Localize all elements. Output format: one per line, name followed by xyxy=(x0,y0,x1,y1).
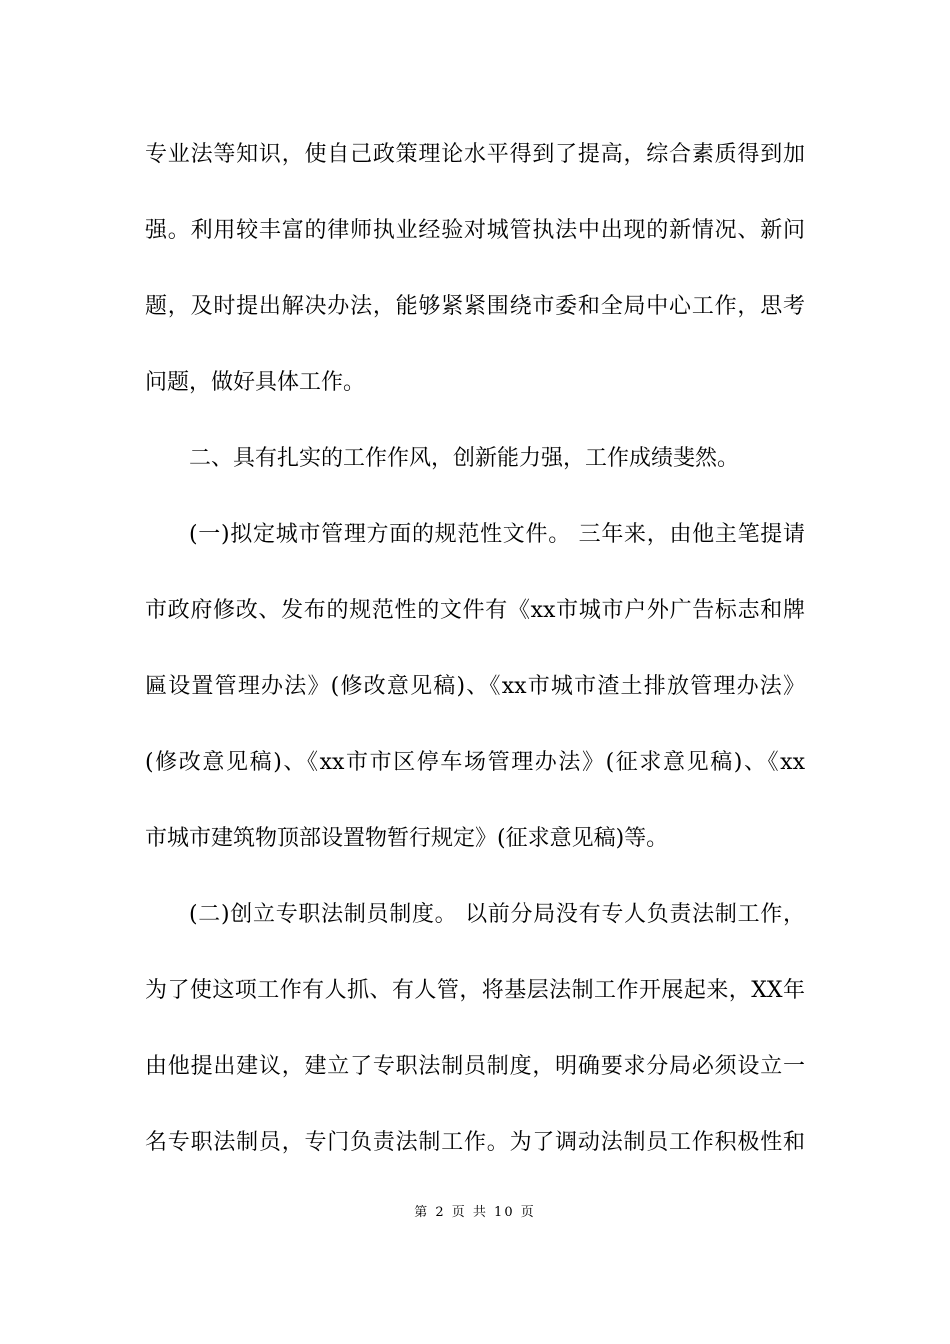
text-line: (一)拟定城市管理方面的规范性文件。 三年来，由他主笔提请 xyxy=(189,522,805,547)
text-line: (二)创立专职法制员制度。 以前分局没有专人负责法制工作， xyxy=(189,902,805,927)
text-line: 强。利用较丰富的律师执业经验对城管执法中出现的新情况、新问 xyxy=(145,218,805,243)
body-text xyxy=(145,133,805,1197)
text-line: 市城市建筑物顶部设置物暂行规定》(征求意见稿)等。 xyxy=(145,826,669,851)
text-line: 名专职法制员，专门负责法制工作。为了调动法制员工作积极性和 xyxy=(145,1130,805,1155)
text-line: 为了使这项工作有人抓、有人管，将基层法制工作开展起来，XX年 xyxy=(145,978,805,1003)
text-line: 市政府修改、发布的规范性的文件有《xx市城市户外广告标志和牌 xyxy=(145,598,805,623)
text-line: 题，及时提出解决办法，能够紧紧围绕市委和全局中心工作，思考 xyxy=(145,294,805,319)
section-heading: 二、具有扎实的工作作风，创新能力强，工作成绩斐然。 xyxy=(189,446,740,471)
text-line: 匾设置管理办法》(修改意见稿)、《xx市城市渣土排放管理办法》 xyxy=(145,674,805,699)
text-line: 问题，做好具体工作。 xyxy=(145,370,366,395)
text-line: 专业法等知识，使自己政策理论水平得到了提高，综合素质得到加 xyxy=(145,142,805,167)
text-line: (修改意见稿)、《xx市市区停车场管理办法》(征求意见稿)、《xx xyxy=(145,750,805,775)
page-number-footer: 第 2 页 共 10 页 xyxy=(414,1205,536,1220)
text-line: 由他提出建议，建立了专职法制员制度，明确要求分局必须设立一 xyxy=(145,1054,805,1079)
